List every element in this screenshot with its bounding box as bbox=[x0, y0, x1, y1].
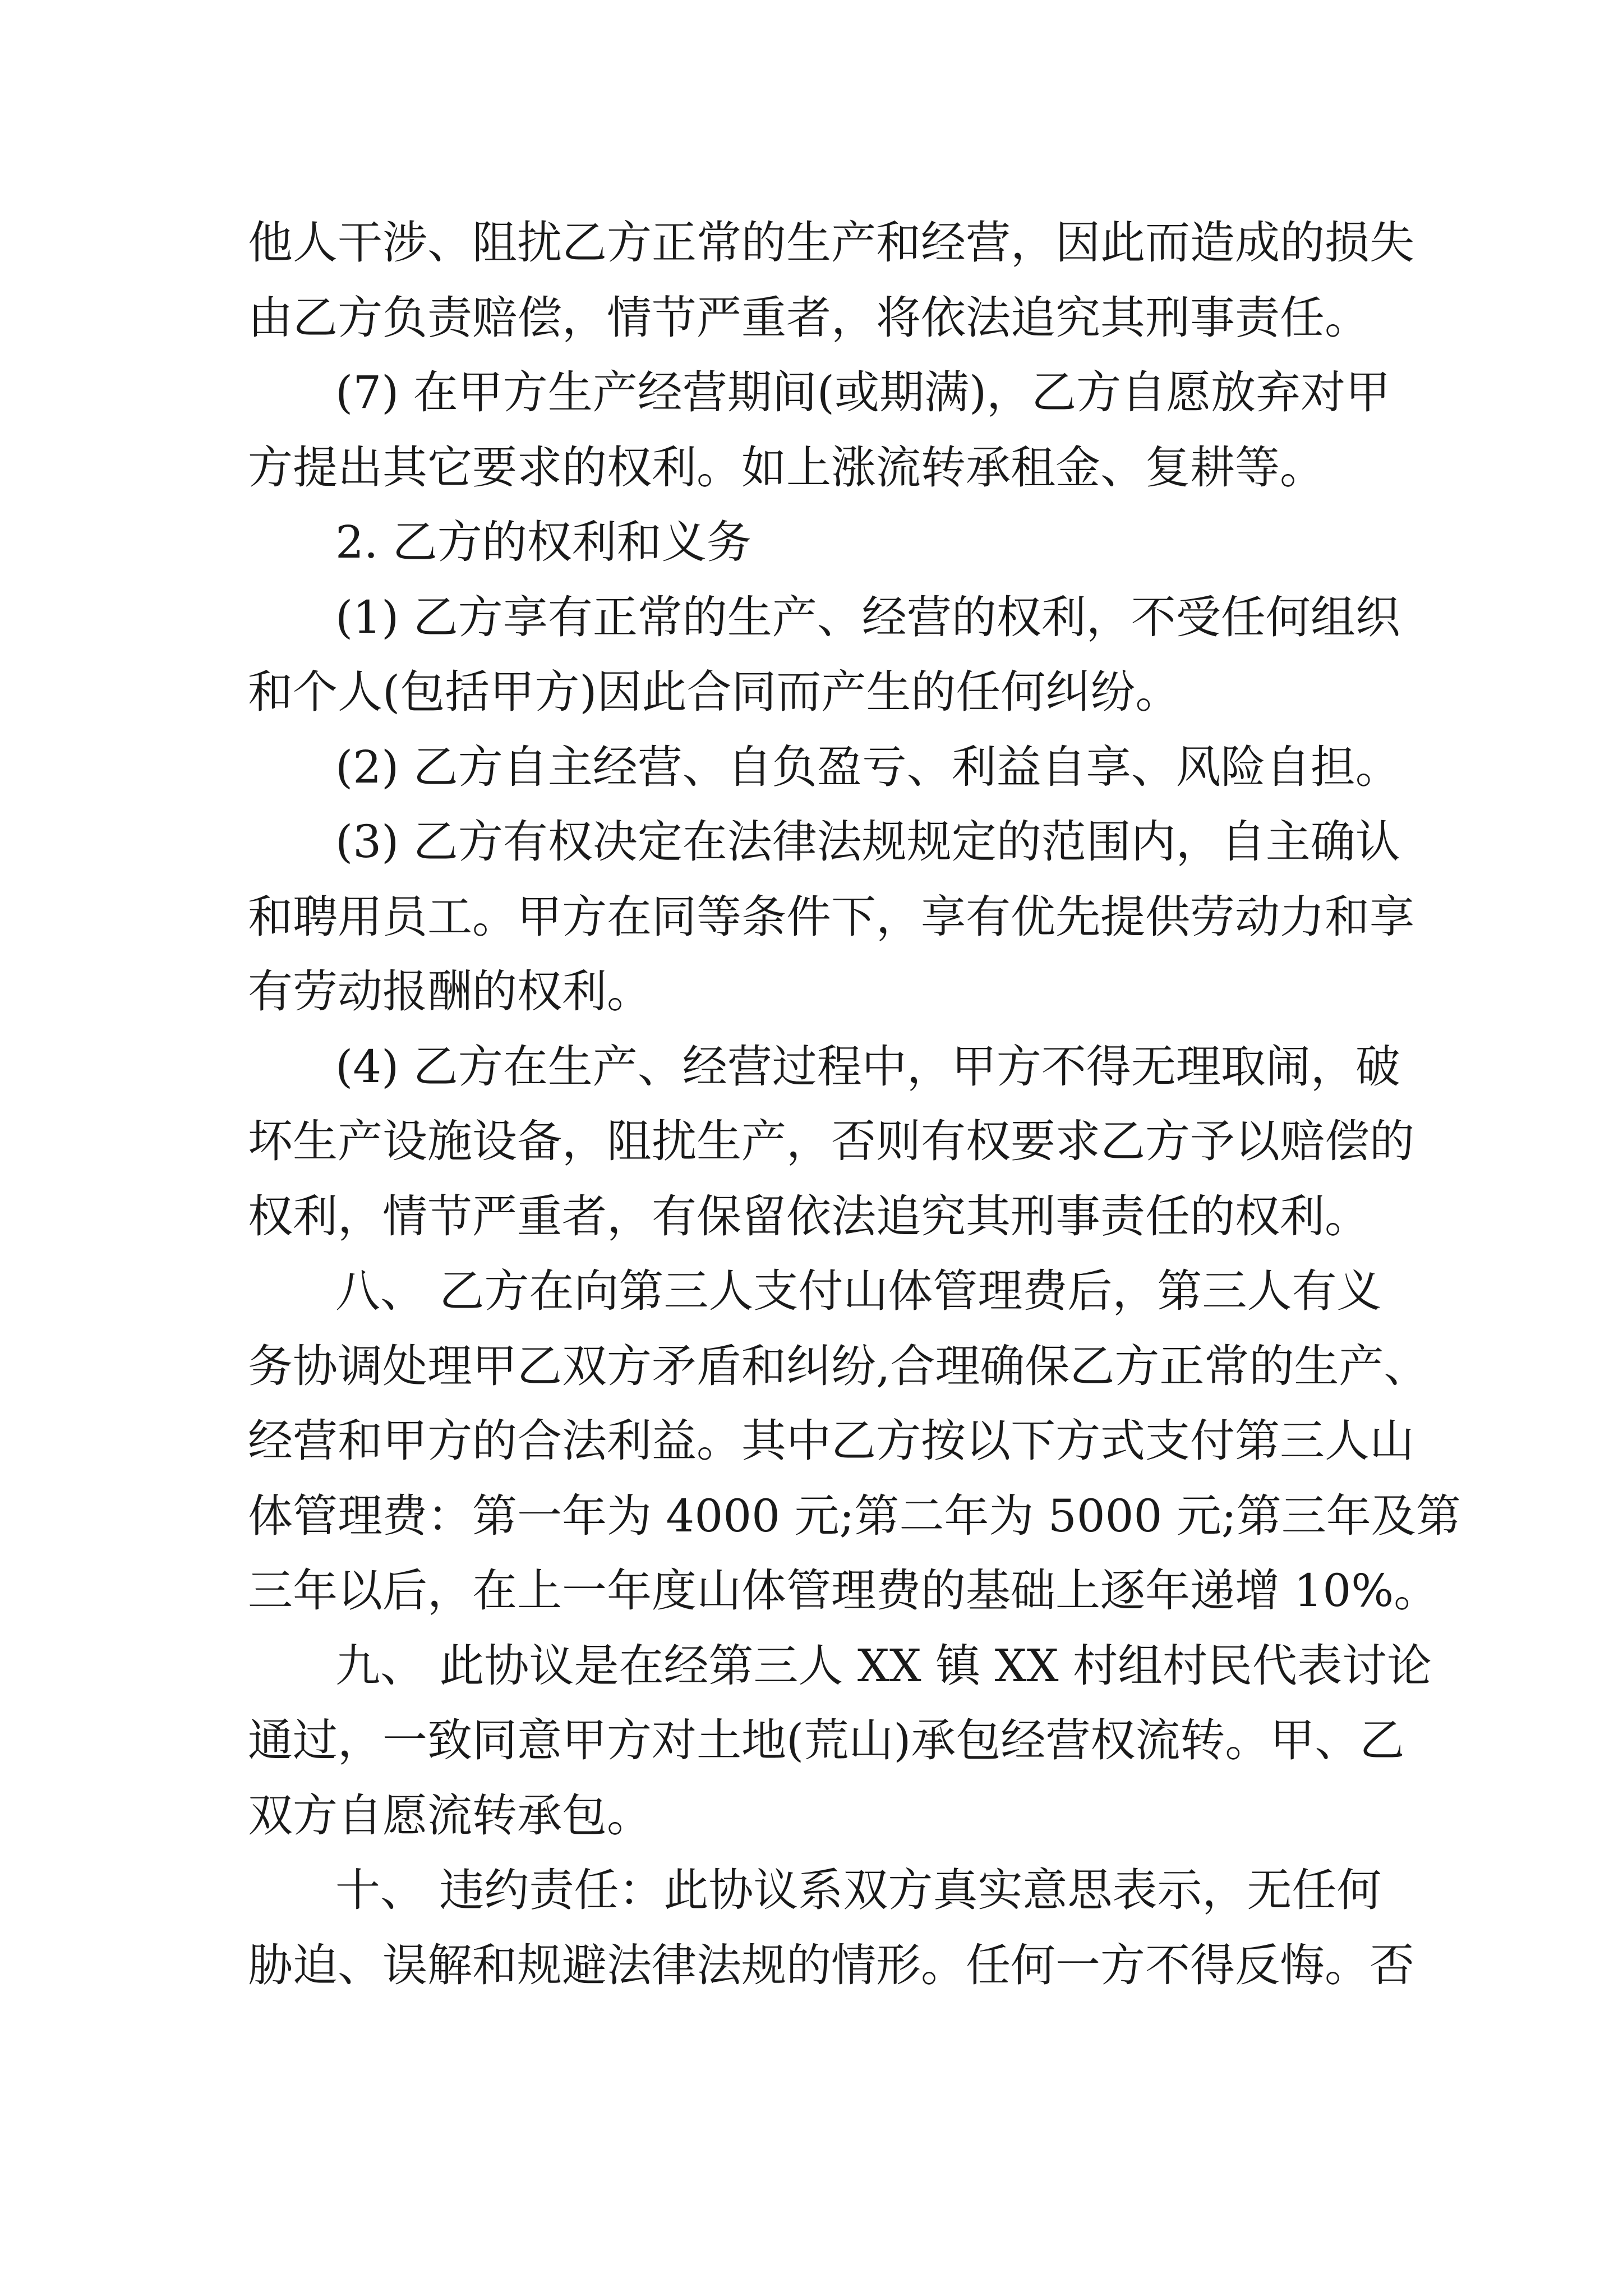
text-line: 有劳动报酬的权利。 bbox=[248, 965, 652, 1018]
text-line: (4) 乙方在生产、经营过程中，甲方不得无理取闹，破 bbox=[335, 1041, 1400, 1093]
text-line: (1) 乙方享有正常的生产、经营的权利，不受任何组织 bbox=[335, 591, 1400, 643]
text-line: 务协调处理甲乙双方矛盾和纠纷,合理确保乙方正常的生产、 bbox=[248, 1340, 1429, 1392]
text-line: 权利，情节严重者，有保留依法追究其刑事责任的权利。 bbox=[248, 1190, 1370, 1243]
text-line: 体管理费：第一年为 4000 元;第二年为 5000 元;第三年及第 bbox=[248, 1490, 1461, 1542]
text-line: 九、 此协议是在经第三人 XX 镇 XX 村组村民代表讨论 bbox=[335, 1640, 1432, 1692]
text-line: 经营和甲方的合法利益。其中乙方按以下方式支付第三人山 bbox=[248, 1415, 1414, 1467]
text-line: 和个人(包括甲方)因此合同而产生的任何纠纷。 bbox=[248, 666, 1181, 718]
text-line: 十、 违约责任：此协议系双方真实意思表示，无任何 bbox=[335, 1864, 1382, 1916]
text-line: (3) 乙方有权决定在法律法规规定的范围内，自主确认 bbox=[335, 816, 1400, 868]
text-line: 双方自愿流转承包。 bbox=[248, 1789, 652, 1842]
text-line: 和聘用员工。甲方在同等条件下，享有优先提供劳动力和享 bbox=[248, 891, 1414, 943]
text-line: 八、 乙方在向第三人支付山体管理费后，第三人有义 bbox=[335, 1265, 1382, 1317]
text-line: (7) 在甲方生产经营期间(或期满)，乙方自愿放弃对甲 bbox=[335, 366, 1391, 418]
text-line: 三年以后，在上一年度山体管理费的基础上逐年递增 10%。 bbox=[248, 1565, 1439, 1617]
text-line: 2. 乙方的权利和义务 bbox=[335, 516, 751, 568]
text-line: 方提出其它要求的权利。如上涨流转承租金、复耕等。 bbox=[248, 441, 1325, 494]
text-line: (2) 乙方自主经营、自负盈亏、利益自享、风险自担。 bbox=[335, 741, 1400, 793]
text-line: 由乙方负责赔偿，情节严重者，将依法追究其刑事责任。 bbox=[248, 292, 1370, 344]
text-line: 坏生产设施设备，阻扰生产，否则有权要求乙方予以赔偿的 bbox=[248, 1115, 1414, 1167]
text-line: 胁迫、误解和规避法律法规的情形。任何一方不得反悔。否 bbox=[248, 1939, 1414, 1991]
text-line: 通过，一致同意甲方对土地(荒山)承包经营权流转。甲、乙 bbox=[248, 1714, 1405, 1766]
text-line: 他人干涉、阻扰乙方正常的生产和经营，因此而造成的损失 bbox=[248, 217, 1414, 269]
